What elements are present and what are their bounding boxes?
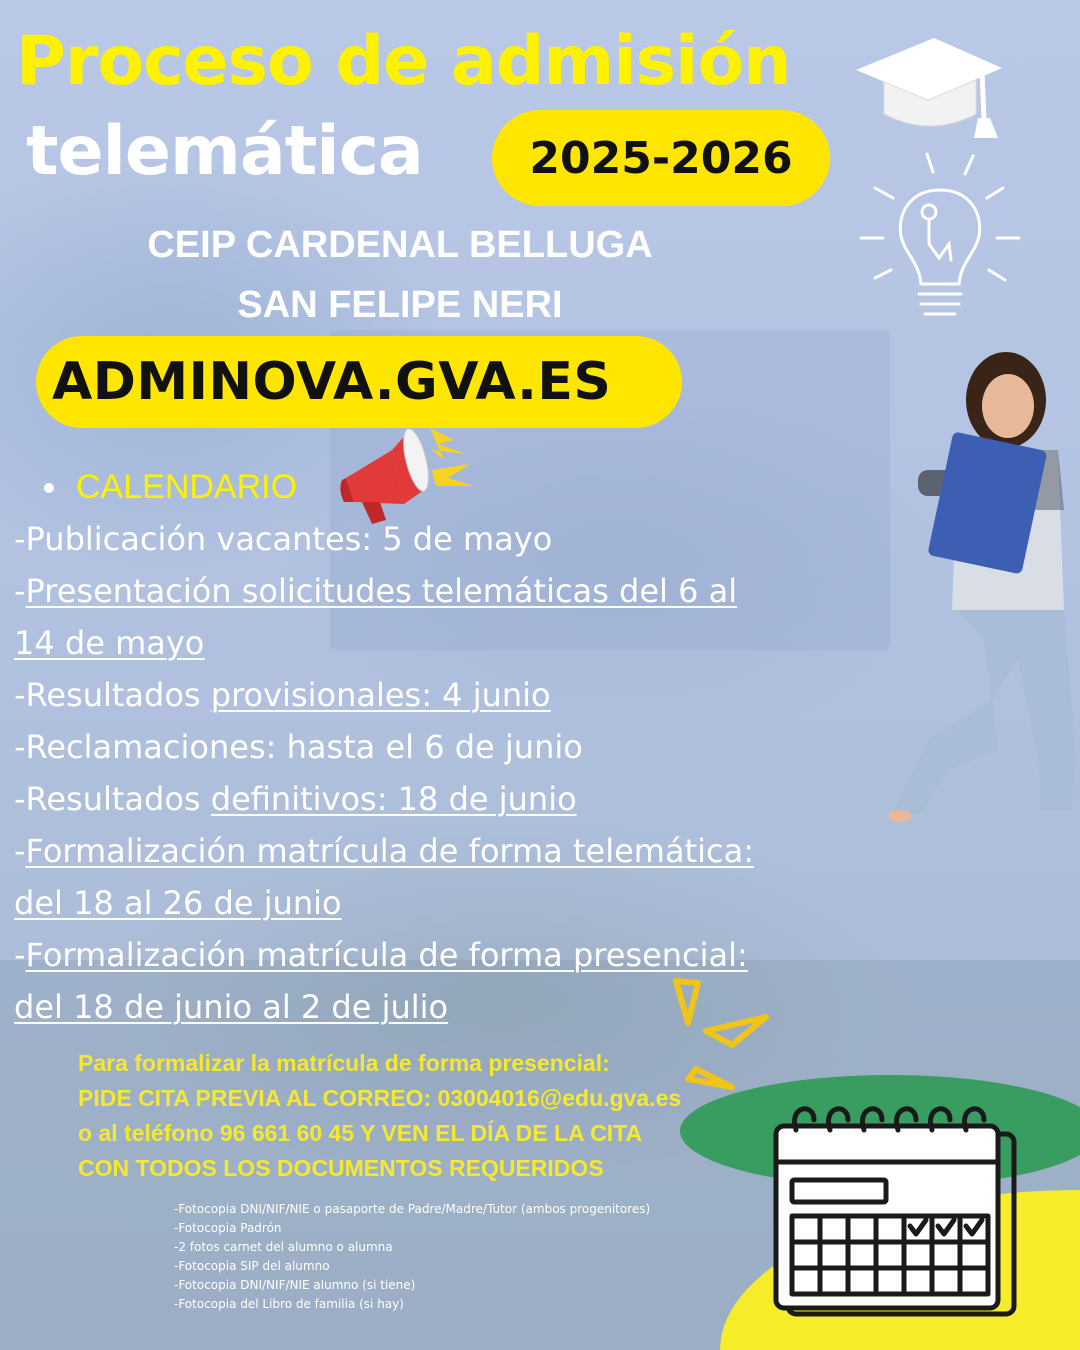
final-results-link[interactable]: definitivos: 18 de junio [210, 780, 577, 818]
title-line-2: telemática [26, 112, 423, 191]
online-enrolment-link-cont[interactable]: del 18 al 26 de junio [14, 884, 342, 922]
notice-line-3: o al teléfono 96 661 60 45 Y VEN EL DÍA DE LA CITA [78, 1120, 643, 1146]
in-person-enrolment-link[interactable]: Formalización matrícula de forma presencial: [25, 936, 748, 974]
calendar-icon [770, 1098, 1020, 1320]
calendar-heading-label: CALENDARIO [76, 468, 298, 506]
year-badge: 2025-2026 [492, 110, 830, 206]
student-photo [888, 340, 1080, 830]
calendar-item-5: -Resultados definitivos: 18 de junio [14, 780, 577, 818]
applications-link-cont[interactable]: 14 de mayo [14, 624, 205, 662]
graduation-cap-icon [850, 34, 1010, 144]
calendar-item-2-cont [14, 624, 204, 662]
calendar-item-2: -Presentación solicitudes telemáticas del 6 al [14, 572, 738, 610]
school-name-line-2: SAN FELIPE NERI [237, 284, 563, 326]
light-bulb-icon [855, 148, 1025, 328]
calendar-item-3: -Resultados provisionales: 4 junio [14, 676, 551, 714]
in-person-enrolment-link-cont[interactable]: del 18 de junio al 2 de julio [14, 988, 449, 1026]
document-item: -Fotocopia del Libro de familia (si hay) [174, 1297, 404, 1311]
document-item: -Fotocopia DNI/NIF/NIE alumno (si tiene) [174, 1278, 416, 1292]
provisional-results-link[interactable]: provisionales: 4 junio [210, 676, 551, 714]
document-item: -Fotocopia Padrón [174, 1221, 282, 1235]
title-line-1: Proceso de admisión [16, 22, 791, 101]
notice-line-4: CON TODOS LOS DOCUMENTOS REQUERIDOS [78, 1155, 604, 1181]
megaphone-icon [332, 420, 482, 530]
notice-line-2[interactable]: PIDE CITA PREVIA AL CORREO: 03004016@edu.gva.es [78, 1085, 682, 1111]
online-enrolment-link[interactable]: Formalización matrícula de forma telemática: [25, 832, 754, 870]
applications-link[interactable]: Presentación solicitudes telemáticas del 6 al [25, 572, 738, 610]
calendar-item-4: -Reclamaciones: hasta el 6 de junio [14, 728, 583, 766]
document-item: -2 fotos carnet del alumno o alumna [174, 1240, 393, 1254]
calendar-item-1: -Publicación vacantes: 5 de mayo [14, 520, 553, 558]
calendar-heading [44, 468, 297, 507]
school-name-line-1: CEIP CARDENAL BELLUGA [147, 224, 653, 266]
website-url[interactable]: ADMINOVA.GVA.ES [36, 336, 682, 428]
required-documents-list [174, 1200, 650, 1314]
notice-line-1: Para formalizar la matrícula de forma presencial: [78, 1050, 610, 1076]
spark-lines-icon [668, 975, 778, 1100]
calendar-item-7-cont [14, 988, 448, 1026]
calendar-item-7: -Formalización matrícula de forma presencial: [14, 936, 748, 974]
calendar-item-6-cont [14, 884, 342, 922]
calendar-item-6: -Formalización matrícula de forma telemática: [14, 832, 754, 870]
document-item: -Fotocopia SIP del alumno [174, 1259, 330, 1273]
bullet-icon [44, 483, 54, 493]
document-item: -Fotocopia DNI/NIF/NIE o pasaporte de Padre/Madre/Tutor (ambos progenitores) [174, 1202, 651, 1216]
